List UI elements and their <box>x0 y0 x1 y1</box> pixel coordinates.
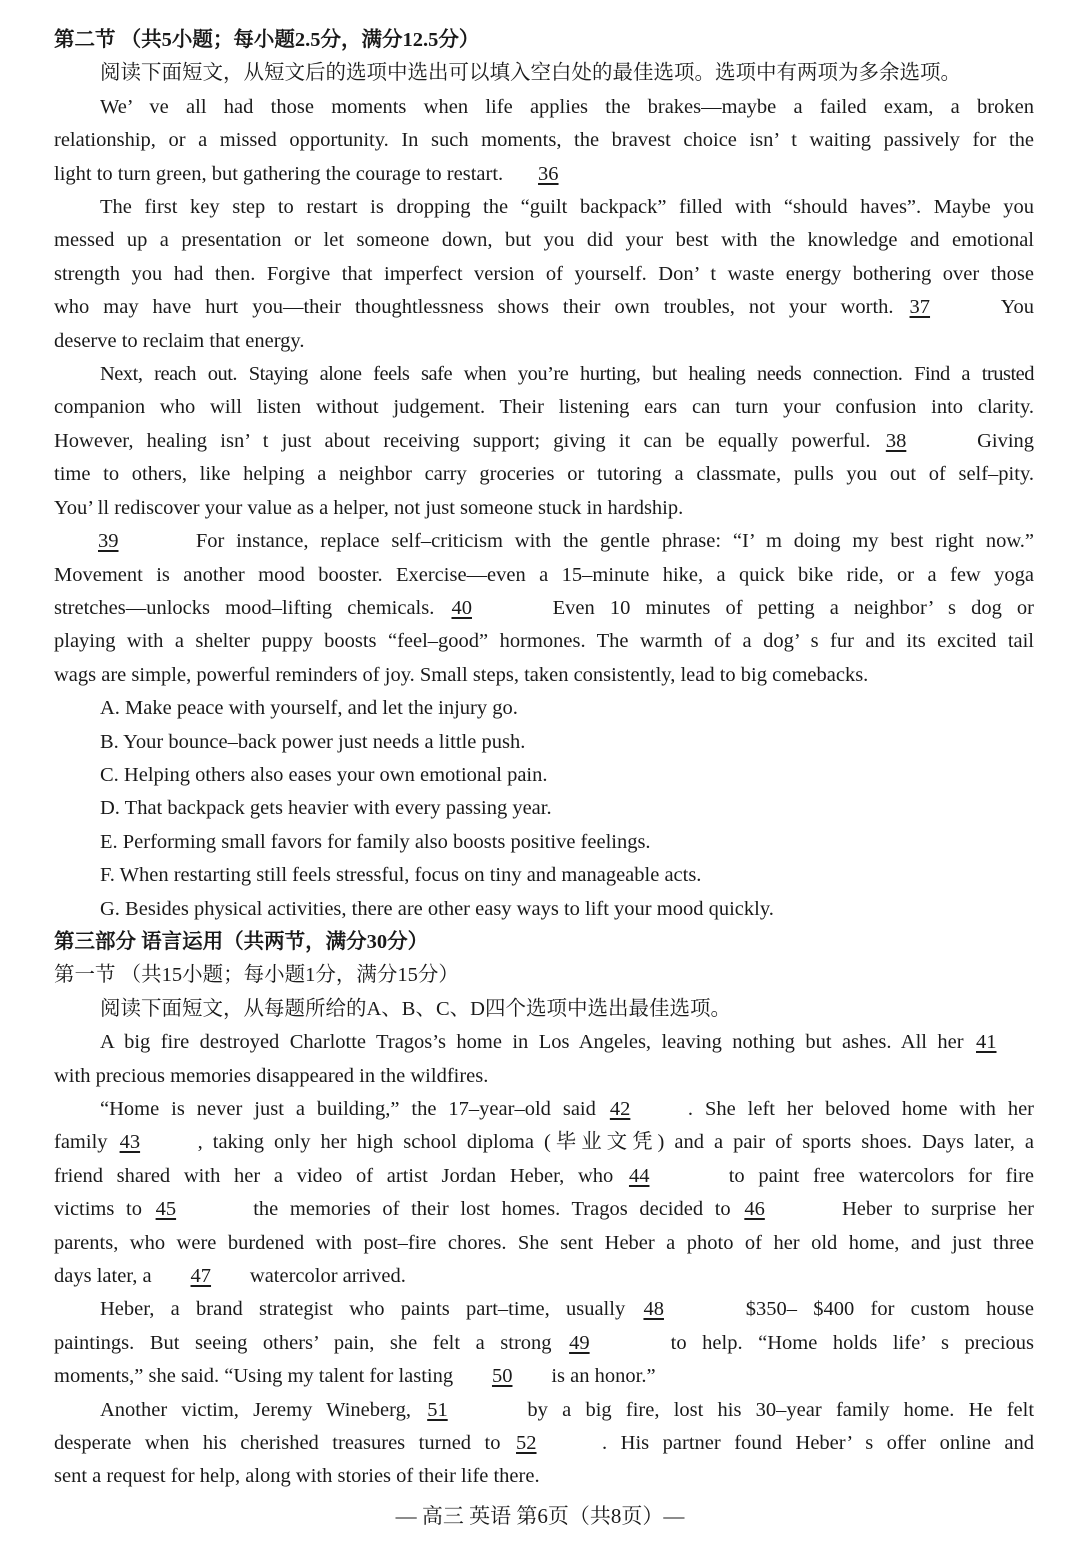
blank-42: 42 <box>609 1098 631 1120</box>
passage-line: You’ ll rediscover your value as a helper, not just someone stuck in hardship. <box>54 496 684 519</box>
passage-line: The first key step to restart is dropping the “guilt backpack” filled with “should haves”. Maybe you <box>100 196 1034 219</box>
part3-heading: 第三部分 语言运用（共两节，满分30分） <box>54 930 429 953</box>
passage-line: relationship, or a missed opportunity. In such moments, the bravest choice isn’ t waiting passively for the <box>54 129 1034 152</box>
passage-line: strength you had then. Forgive that imperfect version of yourself. Don’ t waste energy bothering over those <box>54 262 1034 285</box>
passage-line: playing with a shelter puppy boosts “feel–good” hormones. The warmth of a dog’ s fur and its excited tail <box>54 630 1034 653</box>
passage-line: Next, reach out. Staying alone feels safe when you’re hurting, but healing needs connection. Find a trusted <box>100 363 1034 386</box>
passage-line: However, healing isn’ t just about receiving support; giving it can be equally powerful. 38 Giving <box>54 425 1034 458</box>
passage-line: light to turn green, but gathering the courage to restart. 36 <box>54 158 1034 191</box>
passage-line: stretches—unlocks mood–lifting chemicals. 40 Even 10 minutes of petting a neighbor’ s dog or <box>54 592 1034 625</box>
blank-49: 49 <box>569 1331 590 1354</box>
section2-instruction: 阅读下面短文，从短文后的选项中选出可以填入空白处的最佳选项。选项中有两项为多余选项。 <box>100 62 961 85</box>
cloze-line: friend shared with her a video of artist Jordan Heber, who 44 to paint free watercolors for fire <box>54 1160 1034 1193</box>
passage-line: We’ ve all had those moments when life applies the brakes—maybe a failed exam, a broken <box>100 95 1034 118</box>
page-footer: — 高三 英语 第6页（共8页）— <box>395 1504 685 1528</box>
section2-heading: 第二节 （共5小题；每小题2.5分，满分12.5分） <box>54 29 480 51</box>
part3-sub-heading: 第一节 （共15小题；每小题1分，满分15分） <box>54 964 459 987</box>
blank-43: 43 <box>119 1131 141 1154</box>
option-f: F. When restarting still feels stressful, focus on tiny and manageable acts. <box>100 864 702 887</box>
passage-line: companion who will listen without judgement. Their listening ears can turn your confusion into clarity. <box>54 396 1034 419</box>
blank-51: 51 <box>427 1398 448 1421</box>
option-b: B. Your bounce–back power just needs a little push. <box>100 730 526 753</box>
option-c: C. Helping others also eases your own emotional pain. <box>100 763 548 786</box>
blank-39: 39 <box>98 530 119 553</box>
cloze-line: paintings. But seeing others’ pain, she felt a strong 49 to help. “Home holds life’ s precious <box>54 1327 1034 1360</box>
blank-36: 36 <box>538 162 559 185</box>
blank-44: 44 <box>628 1164 650 1187</box>
passage-line: who may have hurt you—their thoughtlessness shows their own troubles, not your worth. 37 You <box>54 291 1034 324</box>
passage-line: messed up a presentation or let someone down, but you did your best with the knowledge and emotional <box>54 229 1034 252</box>
cloze-line: sent a request for help, along with stories of their life there. <box>54 1465 540 1488</box>
cloze-line: Heber, a brand strategist who paints part–time, usually 48 $350– $400 for custom house <box>54 1293 1034 1326</box>
blank-45: 45 <box>155 1198 177 1221</box>
blank-52: 52 <box>516 1432 537 1455</box>
option-d: D. That backpack gets heavier with every passing year. <box>100 797 552 820</box>
passage-line: Movement is another mood booster. Exercise—even a 15–minute hike, a quick bike ride, or a few yoga <box>54 563 1034 586</box>
blank-41: 41 <box>976 1031 997 1054</box>
cloze-line: parents, who were burdened with post–fire chores. She sent Heber a photo of her old home, and just three <box>54 1231 1034 1254</box>
blank-38: 38 <box>885 429 907 452</box>
cloze-line: moments,” she said. “Using my talent for lasting 50 is an honor.” <box>54 1360 1034 1393</box>
passage-line: wags are simple, powerful reminders of joy. Small steps, taken consistently, lead to big comebacks. <box>54 663 869 686</box>
option-e: E. Performing small favors for family also boosts positive feelings. <box>100 830 651 853</box>
option-g: G. Besides physical activities, there are other easy ways to lift your mood quickly. <box>100 897 774 920</box>
blank-46: 46 <box>744 1198 765 1221</box>
option-a: A. Make peace with yourself, and let the injury go. <box>100 697 518 720</box>
passage-line: time to others, like helping a neighbor carry groceries or tutoring a classmate, pulls you out of self–pity. <box>54 463 1034 486</box>
cloze-line: victims to 45 the memories of their lost homes. Tragos decided to 46 Heber to surprise her <box>54 1193 1034 1226</box>
cloze-line: days later, a 47 watercolor arrived. <box>54 1260 1034 1293</box>
blank-37: 37 <box>909 296 931 319</box>
cloze-line: family 43 , taking only her high school diploma (毕业文凭) and a pair of sports shoes. Days later, a <box>54 1126 1034 1159</box>
passage-line: 39 For instance, replace self–criticism with the gentle phrase: “I’ m doing my best right now.” <box>54 525 1034 558</box>
part3-instruction: 阅读下面短文，从每题所给的A、B、C、D四个选项中选出最佳选项。 <box>100 997 731 1020</box>
cloze-line: Another victim, Jeremy Wineberg, 51 by a big fire, lost his 30–year family home. He felt <box>54 1394 1034 1427</box>
cloze-line: desperate when his cherished treasures turned to 52 . His partner found Heber’ s offer online and <box>54 1427 1034 1460</box>
blank-40: 40 <box>451 596 472 619</box>
blank-48: 48 <box>643 1298 664 1321</box>
blank-47: 47 <box>190 1265 212 1288</box>
blank-50: 50 <box>491 1365 513 1388</box>
cloze-line: “Home is never just a building,” the 17–year–old said 42 . She left her beloved home with her <box>54 1093 1034 1126</box>
passage-line: deserve to reclaim that energy. <box>54 329 305 352</box>
cloze-line: A big fire destroyed Charlotte Tragos’s home in Los Angeles, leaving nothing but ashes. All her 41 <box>54 1026 1034 1059</box>
cloze-line: with precious memories disappeared in the wildfires. <box>54 1064 489 1087</box>
